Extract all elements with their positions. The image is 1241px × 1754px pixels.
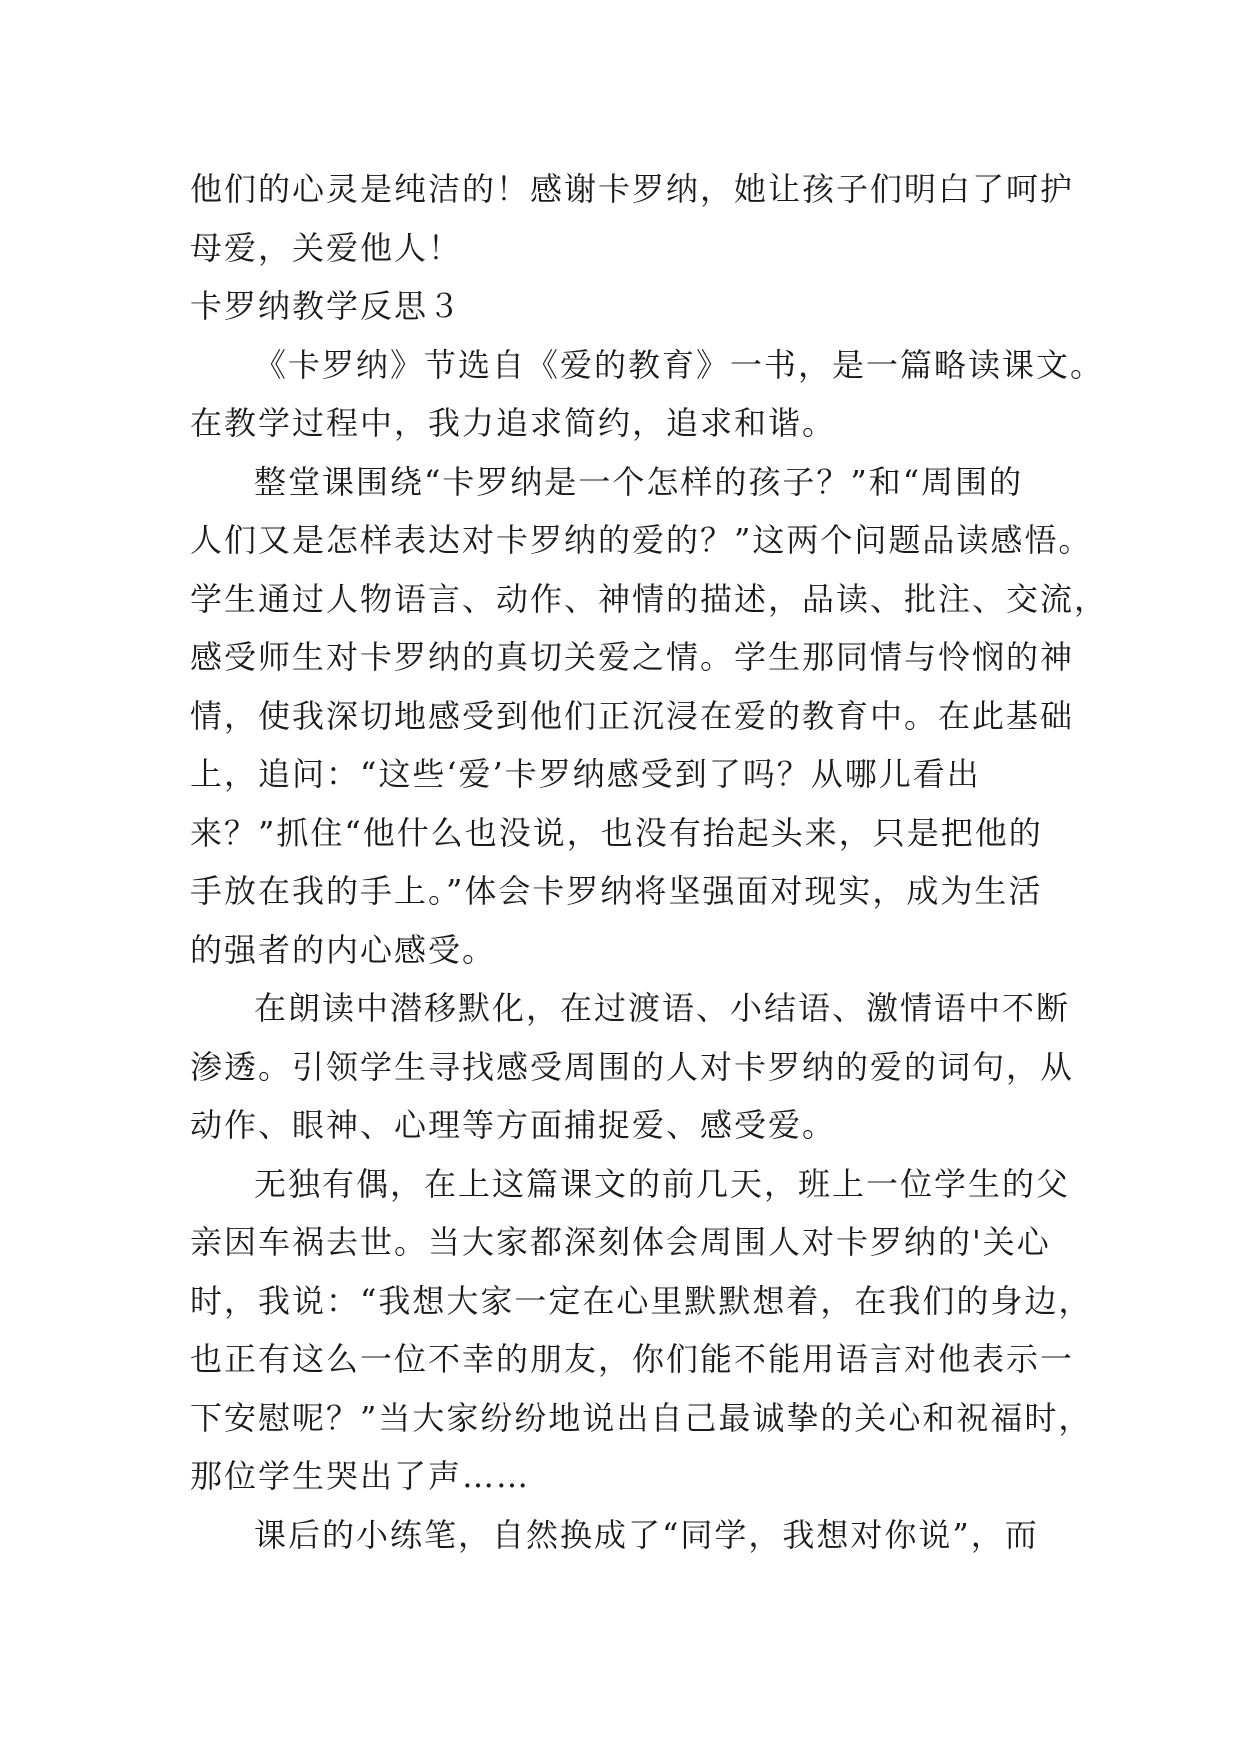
text-line-17: 动作、眼神、心理等方面捕捉爱、感受爱。 — [190, 1106, 837, 1144]
text-line-2: 母爱，关爱他人！ — [190, 228, 463, 267]
section-heading: 卡罗纳教学反思３ — [190, 287, 463, 325]
text-line-8: 学生通过人物语言、动作、神情的描述，品读、批注、交流， — [190, 579, 1109, 618]
text-line-19: 亲因车祸去世。当大家都深刻体会周围人对卡罗纳的'关心 — [190, 1223, 1051, 1261]
text-line-9: 感受师生对卡罗纳的真切关爱之情。学生那同情与怜悯的神 — [190, 638, 1075, 676]
text-line-23: 那位学生哭出了声…… — [190, 1457, 531, 1495]
text-line-15: 在朗读中潜移默化，在过渡语、小结语、激情语中不断 — [254, 989, 1071, 1027]
text-line-13: 手放在我的手上。”体会卡罗纳将坚强面对现实，成为生活 — [190, 872, 1043, 910]
text-line-7: 人们又是怎样表达对卡罗纳的爱的？”这两个问题品读感悟。 — [190, 521, 1093, 559]
text-line-16: 渗透。引领学生寻找感受周围的人对卡罗纳的爱的词句，从 — [190, 1047, 1075, 1086]
text-line-11: 上，追问：“这些‘爱’卡罗纳感受到了吗？从哪儿看出 — [190, 755, 981, 793]
text-line-18: 无独有偶，在上这篇课文的前几天，班上一位学生的父 — [254, 1164, 1071, 1203]
text-line-21: 也正有这么一位不幸的朋友，你们能不能用语言对他表示一 — [190, 1340, 1075, 1378]
text-line-6: 整堂课围绕“卡罗纳是一个怎样的孩子？”和“周围的 — [254, 462, 1024, 501]
text-line-5: 在教学过程中，我力追求简约，追求和谐。 — [190, 404, 837, 442]
text-line-1: 他们的心灵是纯洁的！感谢卡罗纳，她让孩子们明白了呵护 — [190, 170, 1075, 208]
text-line-4: 《卡罗纳》节选自《爱的教育》一书，是一篇略读课文。 — [254, 345, 1105, 384]
text-line-24: 课后的小练笔，自然换成了“同学，我想对你说”，而 — [254, 1515, 1039, 1554]
text-line-12: 来？”抓住“他什么也没说，也没有抬起头来，只是把他的 — [190, 813, 1043, 852]
text-line-10: 情，使我深切地感受到他们正沉浸在爱的教育中。在此基础 — [190, 696, 1075, 735]
text-line-20: 时，我说：“我想大家一定在心里默默想着，在我们的身边， — [190, 1281, 1093, 1320]
document-body — [190, 160, 1109, 1564]
text-line-22: 下安慰呢？”当大家纷纷地说出自己最诚挚的关心和祝福时， — [190, 1398, 1093, 1437]
text-line-14: 的强者的内心感受。 — [190, 930, 497, 969]
